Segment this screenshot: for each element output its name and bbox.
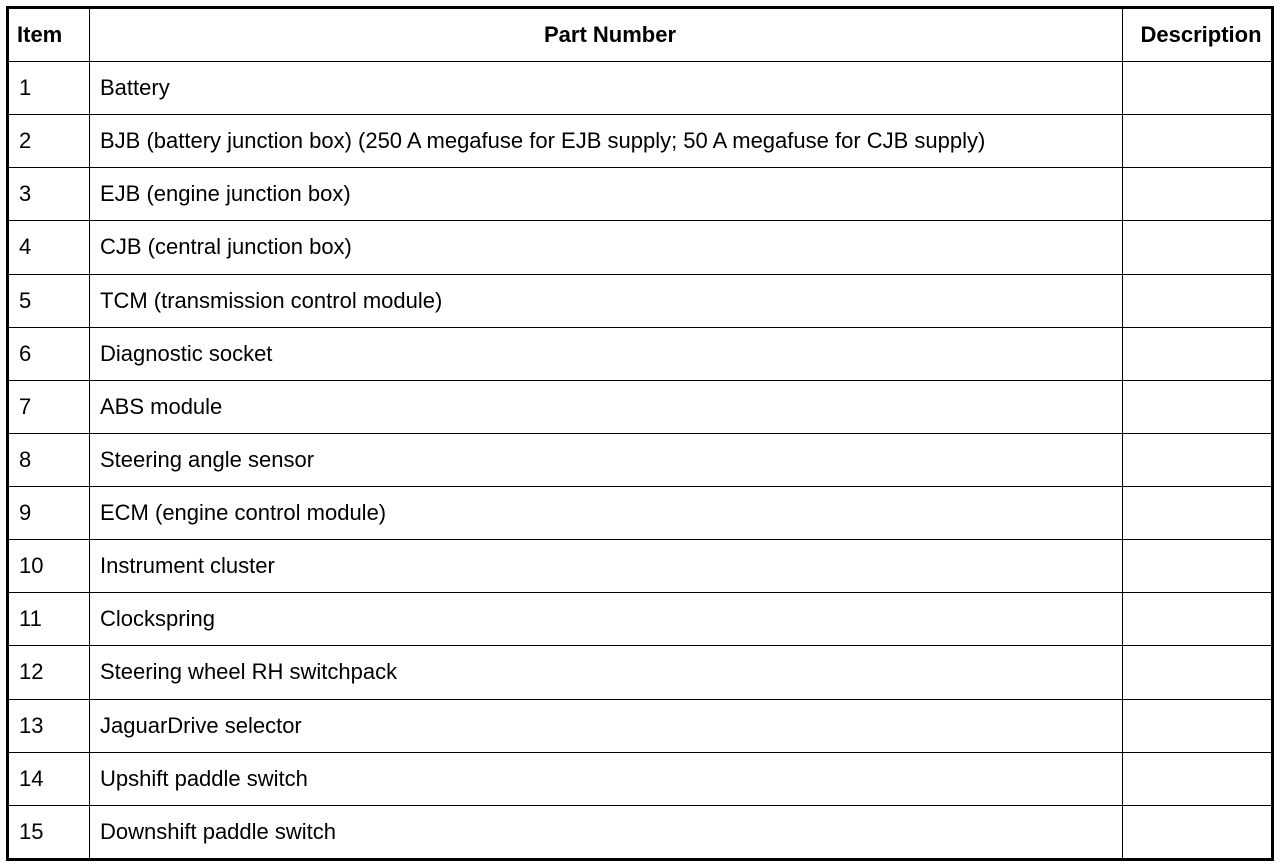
cell-description: [1123, 380, 1273, 433]
header-row: [8, 8, 1273, 62]
cell-description: [1123, 805, 1273, 859]
cell-item: 1: [8, 62, 90, 115]
cell-item: 2: [8, 115, 90, 168]
table-row: [8, 805, 1273, 859]
header-part-number: Part Number: [90, 8, 1123, 62]
table-row: [8, 221, 1273, 274]
cell-description: [1123, 221, 1273, 274]
cell-part-number: Instrument cluster: [90, 540, 1123, 593]
table-row: [8, 115, 1273, 168]
cell-description: [1123, 327, 1273, 380]
parts-table: [6, 6, 1274, 861]
cell-part-number: Steering angle sensor: [90, 433, 1123, 486]
table-row: [8, 274, 1273, 327]
table-row: [8, 752, 1273, 805]
cell-part-number: Downshift paddle switch: [90, 805, 1123, 859]
table-row: [8, 327, 1273, 380]
cell-item: 8: [8, 433, 90, 486]
header-description: Description: [1123, 8, 1273, 62]
cell-item: 15: [8, 805, 90, 859]
cell-item: 3: [8, 168, 90, 221]
table-row: [8, 380, 1273, 433]
cell-part-number: TCM (transmission control module): [90, 274, 1123, 327]
cell-item: 12: [8, 646, 90, 699]
table-row: [8, 699, 1273, 752]
table-row: [8, 62, 1273, 115]
table-row: [8, 487, 1273, 540]
cell-description: [1123, 433, 1273, 486]
table-row: [8, 646, 1273, 699]
table-row: [8, 433, 1273, 486]
cell-part-number: BJB (battery junction box) (250 A megafuse for EJB supply; 50 A megafuse for CJB supply): [90, 115, 1123, 168]
cell-part-number: EJB (engine junction box): [90, 168, 1123, 221]
cell-description: [1123, 115, 1273, 168]
cell-item: 10: [8, 540, 90, 593]
cell-part-number: CJB (central junction box): [90, 221, 1123, 274]
cell-item: 13: [8, 699, 90, 752]
cell-description: [1123, 487, 1273, 540]
cell-item: 6: [8, 327, 90, 380]
cell-part-number: Battery: [90, 62, 1123, 115]
cell-item: 7: [8, 380, 90, 433]
cell-item: 11: [8, 593, 90, 646]
cell-description: [1123, 699, 1273, 752]
cell-description: [1123, 168, 1273, 221]
cell-part-number: Clockspring: [90, 593, 1123, 646]
cell-description: [1123, 62, 1273, 115]
cell-item: 9: [8, 487, 90, 540]
cell-description: [1123, 593, 1273, 646]
cell-part-number: JaguarDrive selector: [90, 699, 1123, 752]
cell-part-number: ECM (engine control module): [90, 487, 1123, 540]
cell-description: [1123, 540, 1273, 593]
cell-item: 5: [8, 274, 90, 327]
cell-part-number: ABS module: [90, 380, 1123, 433]
cell-item: 4: [8, 221, 90, 274]
table-body: [8, 62, 1273, 860]
table-row: [8, 593, 1273, 646]
cell-part-number: Upshift paddle switch: [90, 752, 1123, 805]
cell-description: [1123, 646, 1273, 699]
cell-item: 14: [8, 752, 90, 805]
table-row: [8, 540, 1273, 593]
cell-part-number: Steering wheel RH switchpack: [90, 646, 1123, 699]
cell-description: [1123, 274, 1273, 327]
header-item: Item: [8, 8, 90, 62]
cell-description: [1123, 752, 1273, 805]
table-row: [8, 168, 1273, 221]
cell-part-number: Diagnostic socket: [90, 327, 1123, 380]
